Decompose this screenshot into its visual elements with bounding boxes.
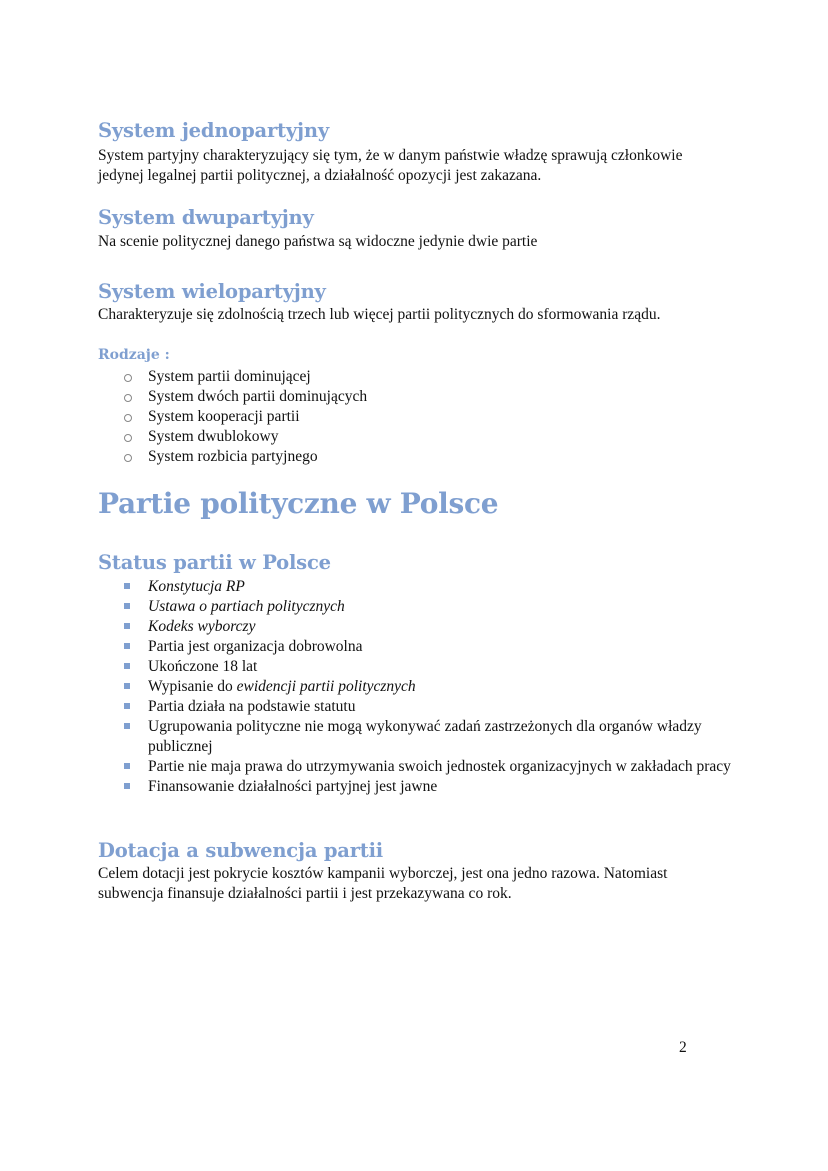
heading-dotacja-subwencja: Dotacja a subwencja partii: [98, 839, 384, 862]
list-item: Konstytucja RP: [98, 577, 753, 597]
list-item: Partia jest organizacja dobrowolna: [98, 637, 753, 657]
paragraph-system-jednopartyjny: System partyjny charakteryzujący się tym, że w danym państwie władzę sprawują członkowie jedynej legalnej partii politycznej, a działalność opozycji jest zakazana.: [98, 147, 683, 184]
list-item: System rozbicia partyjnego: [98, 447, 367, 467]
square-bullet-icon: [124, 763, 130, 769]
list-item: Partie nie maja prawa do utrzymywania swoich jednostek organizacyjnych w zakładach pracy: [98, 757, 753, 777]
list-item: Kodeks wyborczy: [98, 617, 753, 637]
square-bullet-icon: [124, 703, 130, 709]
square-bullet-icon: [124, 683, 130, 689]
list-item: System kooperacji partii: [98, 407, 367, 427]
paragraph-system-dwupartyjny: Na scenie politycznej danego państwa są widoczne jedynie dwie partie: [98, 233, 538, 250]
heading-system-jednopartyjny: System jednopartyjny: [98, 119, 329, 142]
list-item: Partia działa na podstawie statutu: [98, 697, 753, 717]
paragraph-dotacja-subwencja: Celem dotacji jest pokrycie kosztów kampanii wyborczej, jest ona jedno razowa. Natomiast subwencja finansuje działalności partii i jest przekazywana co rok.: [98, 865, 668, 902]
heading-status-partii: Status partii w Polsce: [98, 551, 331, 574]
square-bullet-icon: [124, 663, 130, 669]
list-item: Finansowanie działalności partyjnej jest jawne: [98, 777, 753, 797]
heading-system-wielopartyjny: System wielopartyjny: [98, 280, 326, 303]
square-bullet-icon: [124, 643, 130, 649]
circle-bullet-icon: [124, 454, 132, 462]
main-heading: Partie polityczne w Polsce: [98, 487, 499, 520]
list-item: System dwóch partii dominujących: [98, 387, 367, 407]
square-bullet-icon: [124, 583, 130, 589]
party-system-types-list: [98, 367, 367, 467]
list-item: Ugrupowania polityczne nie mogą wykonywać zadań zastrzeżonych dla organów władzy publicznej: [98, 717, 753, 757]
list-item: Ustawa o partiach politycznych: [98, 597, 753, 617]
circle-bullet-icon: [124, 414, 132, 422]
heading-system-dwupartyjny: System dwupartyjny: [98, 206, 314, 229]
status-list: [98, 577, 753, 797]
circle-bullet-icon: [124, 434, 132, 442]
square-bullet-icon: [124, 623, 130, 629]
circle-bullet-icon: [124, 374, 132, 382]
square-bullet-icon: [124, 723, 130, 729]
list-item: Ukończone 18 lat: [98, 657, 753, 677]
square-bullet-icon: [124, 603, 130, 609]
list-item: System dwublokowy: [98, 427, 367, 447]
square-bullet-icon: [124, 783, 130, 789]
list-item: System partii dominującej: [98, 367, 367, 387]
subheading-rodzaje: Rodzaje :: [98, 347, 170, 363]
page-number: 2: [679, 1039, 687, 1056]
circle-bullet-icon: [124, 394, 132, 402]
paragraph-system-wielopartyjny: Charakteryzuje się zdolnością trzech lub więcej partii politycznych do sformowania rządu.: [98, 306, 661, 323]
list-item: Wypisanie do ewidencji partii politycznych: [98, 677, 753, 697]
